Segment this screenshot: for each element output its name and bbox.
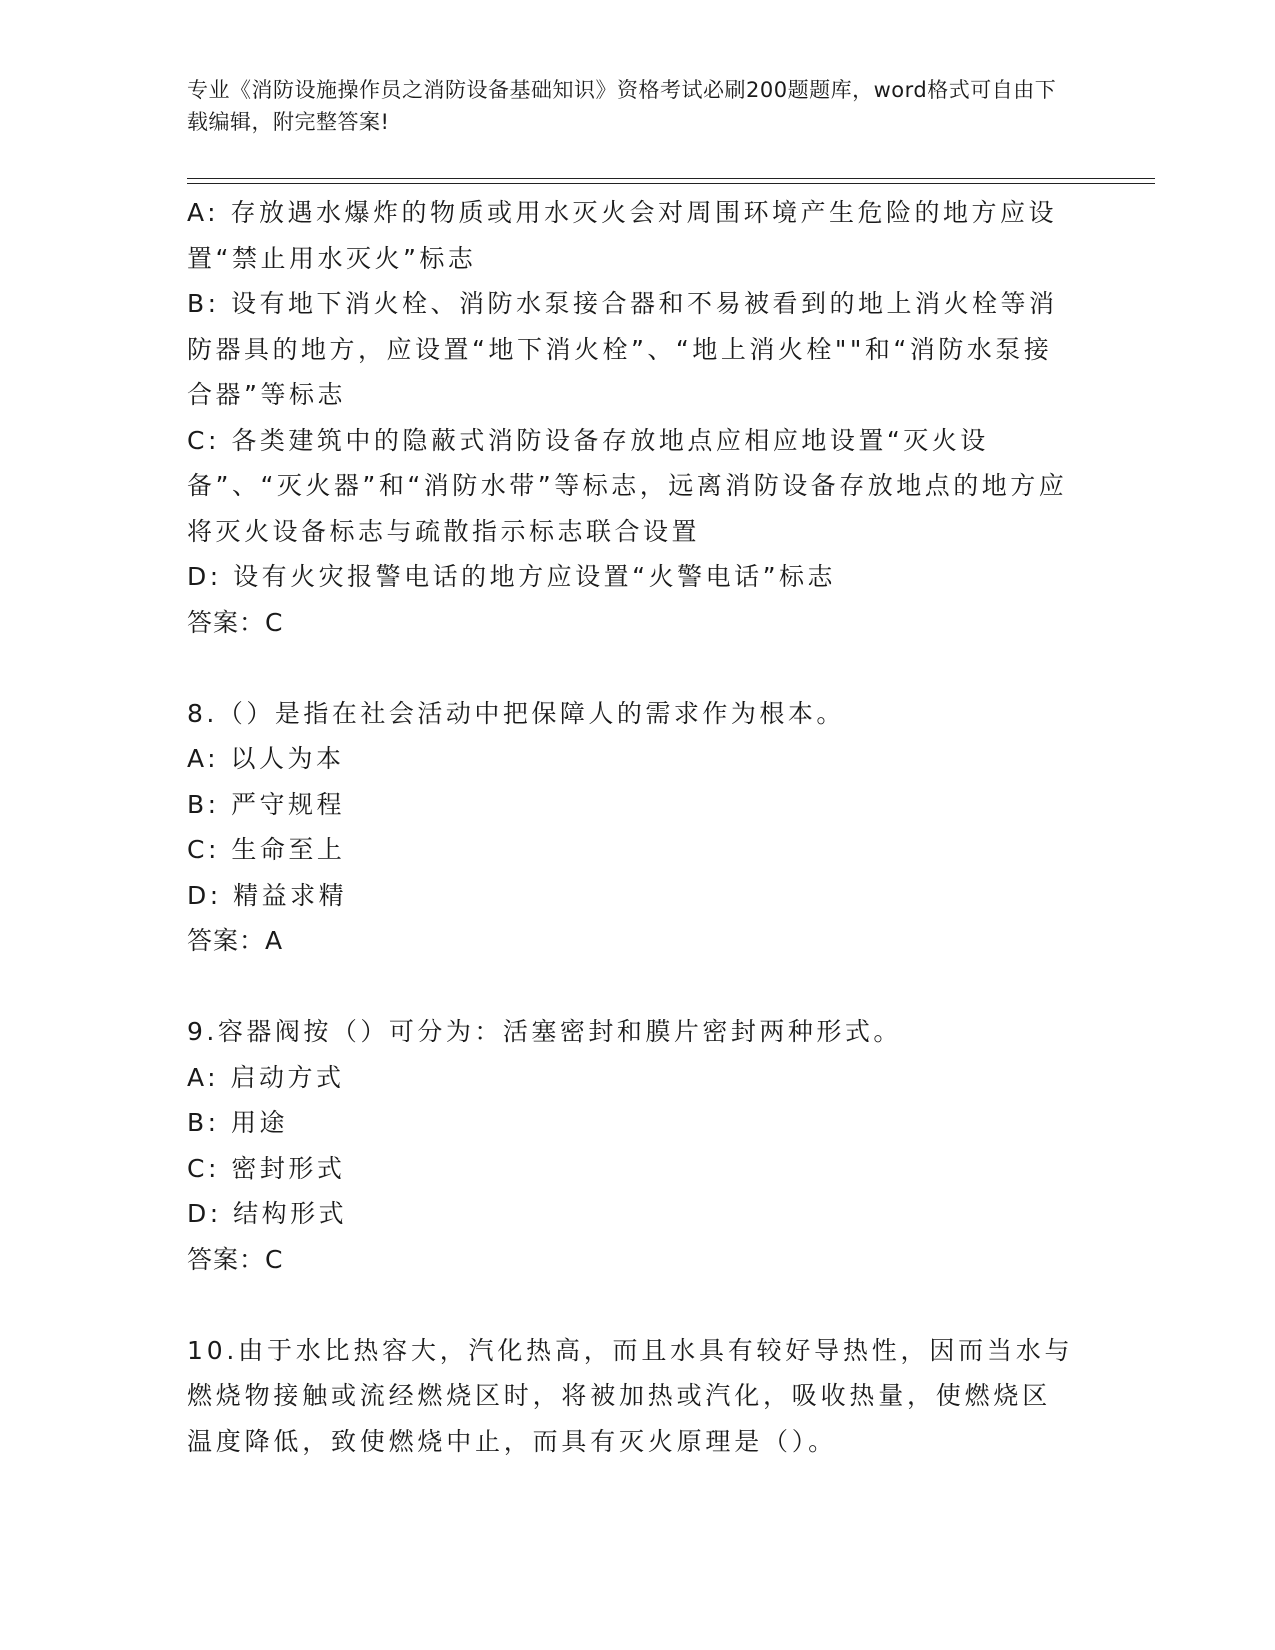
option-a: A: 启动方式 [187,1062,345,1092]
question-stem: 8.（）是指在社会活动中把保障人的需求作为根本。 [187,698,845,728]
option-c: C: 生命至上 [187,835,346,864]
option-a: A: 以人为本 [187,744,345,773]
question-block-8 [187,691,1077,964]
document-header [187,74,1067,138]
question-block-9 [187,1009,1077,1282]
answer-line: 答案：C [187,607,284,637]
question-block-7 [187,190,1077,645]
option-a: A: 存放遇水爆炸的物质或用水灭火会对周围环境产生危险的地方应设置“禁止用水灭火”标志 [187,198,1058,273]
spacer [187,964,1077,1010]
question-stem: 10.由于水比热容大，汽化热高，而且水具有较好导热性，因而当水与燃烧物接触或流经燃烧区时，将被加热或汽化，吸收热量，使燃烧区温度降低，致使燃烧中止，而具有灭火原理是（）。 [187,1335,1074,1456]
option-d: D: 精益求精 [187,880,348,910]
question-stem: 9.容器阀按（）可分为：活塞密封和膜片密封两种形式。 [187,1017,902,1046]
answer-line: 答案：C [187,1244,284,1274]
header-double-rule [187,178,1155,184]
option-b: B: 设有地下消火栓、消防水泵接合器和不易被看到的地上消火栓等消防器具的地方，应设置“地下消火栓”、“地上消火栓""和“消防水泵接合器”等标志 [187,289,1058,409]
answer-line: 答案：A [187,926,284,955]
spacer [187,1282,1077,1328]
question-block-10 [187,1328,1077,1465]
option-b: B: 用途 [187,1108,289,1137]
option-d: D: 设有火灾报警电话的地方应设置“火警电话”标志 [187,562,837,591]
spacer [187,645,1077,691]
option-b: B: 严守规程 [187,789,346,819]
header-title: 专业《消防设施操作员之消防设备基础知识》资格考试必刷200题题库，word格式可自由下载编辑，附完整答案! [187,78,1057,134]
document-body [187,190,1077,1464]
option-c: C: 各类建筑中的隐蔽式消防设备存放地点应相应地设置“灭火设备”、“灭火器”和“消防水带”等标志，远离消防设备存放地点的地方应将灭火设备标志与疏散指示标志联合设置 [187,425,1068,546]
option-d: D: 结构形式 [187,1199,348,1228]
option-c: C: 密封形式 [187,1153,346,1183]
